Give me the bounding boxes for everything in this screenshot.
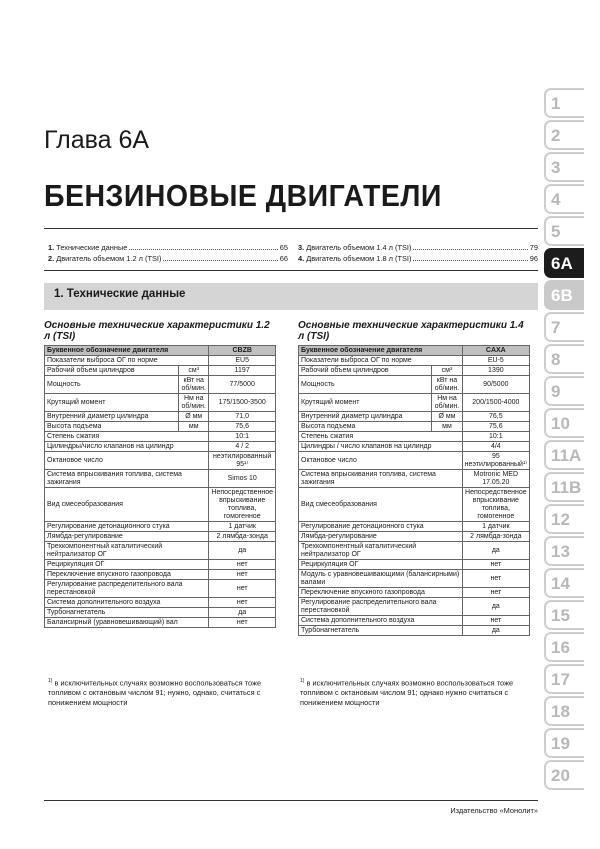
row-value: 4 / 2 <box>209 442 276 452</box>
row-label: Мощность <box>299 376 432 394</box>
table-row <box>45 470 276 488</box>
table-row <box>299 542 530 560</box>
row-value: EU-5 <box>462 356 529 366</box>
toc-right <box>298 243 538 264</box>
row-label: Регулирование детонационного стука <box>299 522 463 532</box>
row-value: 71,0 <box>209 412 276 422</box>
table-row <box>299 376 530 394</box>
table-row <box>299 532 530 542</box>
row-label: Система впрыскивания топлива, система зажигания <box>299 470 463 488</box>
table-row <box>45 366 276 376</box>
chapter-tab-0[interactable]: 1 <box>544 88 584 118</box>
row-label: Внутренний диаметр цилиндра <box>299 412 432 422</box>
engine-code: CBZB <box>209 346 276 356</box>
header-label: Буквенное обозначение двигателя <box>299 346 463 356</box>
table-row <box>299 570 530 588</box>
row-label: Лямбда-регулирование <box>45 532 209 542</box>
table-row <box>299 452 530 470</box>
chapter-tab-3[interactable]: 4 <box>544 184 584 214</box>
chapter-tab-20[interactable]: 19 <box>544 728 584 758</box>
chapter-tab-6[interactable]: 6В <box>544 280 584 310</box>
row-label: Цилиндры/число клапанов на цилиндр <box>45 442 209 452</box>
table1-title: Основные технические характеристики 1.2 л (TSI) <box>44 320 270 342</box>
chapter-tab-19[interactable]: 18 <box>544 696 584 726</box>
table-row <box>45 570 276 580</box>
row-label: Октановое число <box>45 452 209 470</box>
chapter-tab-13[interactable]: 12 <box>544 504 584 534</box>
row-value: 2 лямбда-зонда <box>462 532 529 542</box>
row-label: Турбонагнетатель <box>299 626 463 636</box>
row-value: нет <box>209 560 276 570</box>
table2-title: Основные технические характеристики 1.4 л (TSI) <box>298 320 524 342</box>
row-value: 1197 <box>209 366 276 376</box>
table-row <box>299 394 530 412</box>
chapter-tab-12[interactable]: 11В <box>544 472 584 502</box>
table-row <box>299 488 530 522</box>
table-row <box>45 376 276 394</box>
table-row <box>299 598 530 616</box>
row-value: 4/4 <box>462 442 529 452</box>
row-label: Рециркуляция ОГ <box>45 560 209 570</box>
table-row <box>299 366 530 376</box>
row-value: Motronic MED 17.05.20 <box>462 470 529 488</box>
footer-rule <box>44 800 538 801</box>
table-row <box>299 588 530 598</box>
row-label: Внутренний диаметр цилиндра <box>45 412 179 422</box>
table2-footnote: $^{1)}$ в исключительных случаях возможно воспользоваться тоже топливом с октановым числом 91; однако нужно считаться с понижением мощности <box>300 678 514 708</box>
row-value: нет <box>209 598 276 608</box>
row-value: да <box>209 608 276 618</box>
chapter-tab-1[interactable]: 2 <box>544 120 584 150</box>
table-row <box>299 522 530 532</box>
chapter-tab-21[interactable]: 20 <box>544 760 584 790</box>
toc-left <box>48 243 288 264</box>
row-label: Система дополнительного воздуха <box>45 598 209 608</box>
row-label: Октановое число <box>299 452 463 470</box>
row-label: Крутящий момент <box>45 394 179 412</box>
row-label: Показатели выброса ОГ по норме <box>299 356 463 366</box>
row-unit: мм <box>179 422 209 432</box>
row-value: Непосредственное впрыскивание топлива, гомогенное <box>462 488 529 522</box>
row-value: нет <box>462 588 529 598</box>
row-unit: см³ <box>432 366 462 376</box>
toc-entry[interactable]: 1. Технические данные 65 <box>48 243 288 252</box>
row-label: Трехкомпонентный каталитический нейтрализатор ОГ <box>299 542 463 560</box>
row-value: EU5 <box>209 356 276 366</box>
row-label: Показатели выброса ОГ по норме <box>45 356 209 366</box>
row-label: Цилиндры / число клапанов на цилиндр <box>299 442 463 452</box>
table-row <box>45 452 276 470</box>
row-value: 90/5000 <box>462 376 529 394</box>
row-value: неэтилированный 95¹⁾ <box>209 452 276 470</box>
table-header-row <box>45 346 276 356</box>
chapter-tab-2[interactable]: 3 <box>544 152 584 182</box>
row-label: Крутящий момент <box>299 394 432 412</box>
row-unit: кВт на об/мин. <box>179 376 209 394</box>
row-label: Переключение впускного газопровода <box>299 588 463 598</box>
chapter-tab-14[interactable]: 13 <box>544 536 584 566</box>
table-row <box>45 542 276 560</box>
table-row <box>45 422 276 432</box>
row-value: да <box>462 542 529 560</box>
publisher: Издательство «Монолит» <box>450 806 538 815</box>
chapter-label: Глава 6А <box>44 126 150 154</box>
row-label: Балансирный (уравновешивающий) вал <box>45 618 209 628</box>
row-label: Вид смесеобразования <box>45 488 209 522</box>
chapter-tab-15[interactable]: 14 <box>544 568 584 598</box>
table-row <box>299 560 530 570</box>
row-label: Степень сжатия <box>299 432 463 442</box>
row-unit: Ø мм <box>179 412 209 422</box>
chapter-tab-7[interactable]: 7 <box>544 312 584 342</box>
row-value: Непосредственное впрыскивание топлива, гомогенное <box>209 488 276 522</box>
toc-entry[interactable]: 4. Двигатель объемом 1.8 л (TSI) 96 <box>298 253 538 263</box>
row-value: 200/1500-4000 <box>462 394 529 412</box>
row-value: нет <box>462 570 529 588</box>
row-label: Регулирование детонационного стука <box>45 522 209 532</box>
row-value: 10:1 <box>462 432 529 442</box>
row-label: Система впрыскивания топлива, система зажигания <box>45 470 209 488</box>
row-unit: кВт на об/мин. <box>432 376 462 394</box>
table-row <box>45 598 276 608</box>
chapter-tab-16[interactable]: 15 <box>544 600 584 630</box>
row-value: 2 лямбда-зонда <box>209 532 276 542</box>
table-row <box>299 626 530 636</box>
table-row <box>299 412 530 422</box>
row-unit: Нм на об/мин. <box>179 394 209 412</box>
row-value: 10:1 <box>209 432 276 442</box>
table1-footnote: $^{1)}$ в исключительных случаях возможно воспользоваться тоже топливом с октановым числом 91; нужно, однако, считаться с понижением мощности <box>48 678 262 708</box>
row-value: нет <box>462 560 529 570</box>
table-row <box>45 580 276 598</box>
row-label: Рабочий объем цилиндров <box>45 366 179 376</box>
row-label: Трехкомпонентный каталитический нейтрализатор ОГ <box>45 542 209 560</box>
row-value: да <box>209 542 276 560</box>
spec-table-1-2 <box>44 345 276 628</box>
chapter-tab-9[interactable]: 9 <box>544 376 584 406</box>
table-row <box>45 356 276 366</box>
row-value: нет <box>209 580 276 598</box>
table-row <box>45 532 276 542</box>
row-value: 1 датчик <box>462 522 529 532</box>
row-value: 1390 <box>462 366 529 376</box>
row-label: Регулирование распределительного вала перестановкой <box>299 598 463 616</box>
row-label: Рециркуляция ОГ <box>299 560 463 570</box>
row-label: Рабочий объем цилиндров <box>299 366 432 376</box>
table-row <box>45 442 276 452</box>
chapter-tab-17[interactable]: 16 <box>544 632 584 662</box>
row-value: 175/1500-3500 <box>209 394 276 412</box>
table-row <box>299 616 530 626</box>
toc-rule <box>44 270 538 271</box>
table-row <box>45 432 276 442</box>
table-row <box>45 618 276 628</box>
toc-entry[interactable]: 2. Двигатель объемом 1.2 л (TSI) 66 <box>48 253 288 263</box>
row-value: 75,6 <box>462 422 529 432</box>
row-value: 95 неэтилированный¹⁾ <box>462 452 529 470</box>
row-label: Мощность <box>45 376 179 394</box>
row-value: нет <box>209 618 276 628</box>
chapter-tabs <box>544 88 584 792</box>
table-row <box>299 422 530 432</box>
table-row <box>45 560 276 570</box>
row-value: 1 датчик <box>209 522 276 532</box>
header-label: Буквенное обозначение двигателя <box>45 346 209 356</box>
engine-code: CAXA <box>462 346 529 356</box>
table-row <box>45 412 276 422</box>
row-unit: Нм на об/мин. <box>432 394 462 412</box>
table-row <box>299 442 530 452</box>
chapter-tab-11[interactable]: 11А <box>544 440 584 470</box>
chapter-tab-8[interactable]: 8 <box>544 344 584 374</box>
table-row <box>45 608 276 618</box>
chapter-tab-10[interactable]: 10 <box>544 408 584 438</box>
table-row <box>45 522 276 532</box>
row-label: Степень сжатия <box>45 432 209 442</box>
row-value: да <box>462 598 529 616</box>
row-value: Simos 10 <box>209 470 276 488</box>
toc-entry[interactable]: 3. Двигатель объемом 1.4 л (TSI) 79 <box>298 243 538 252</box>
title-rule <box>44 228 538 229</box>
table-header-row <box>299 346 530 356</box>
chapter-tab-5[interactable]: 6А <box>544 248 584 278</box>
row-label: Вид смесеобразования <box>299 488 463 522</box>
chapter-tab-4[interactable]: 5 <box>544 216 584 246</box>
row-value: да <box>462 626 529 636</box>
row-value: 77/5000 <box>209 376 276 394</box>
table-row <box>45 394 276 412</box>
row-unit: Ø мм <box>432 412 462 422</box>
row-value: 76,5 <box>462 412 529 422</box>
row-value: 75,6 <box>209 422 276 432</box>
section-header: 1. Технические данные <box>44 283 538 310</box>
row-label: Переключение впускного газопровода <box>45 570 209 580</box>
chapter-tab-18[interactable]: 17 <box>544 664 584 694</box>
row-label: Высота подъема <box>299 422 432 432</box>
table-row <box>299 470 530 488</box>
page-title: БЕНЗИНОВЫЕ ДВИГАТЕЛИ <box>44 178 442 213</box>
row-label: Лямбда-регулирование <box>299 532 463 542</box>
table-row <box>299 432 530 442</box>
row-label: Регулирование распределительного вала перестановкой <box>45 580 209 598</box>
row-unit: мм <box>432 422 462 432</box>
row-unit: см³ <box>179 366 209 376</box>
spec-table-1-4 <box>298 345 530 636</box>
table-row <box>45 488 276 522</box>
row-label: Система дополнительного воздуха <box>299 616 463 626</box>
row-value: нет <box>462 616 529 626</box>
row-value: нет <box>209 570 276 580</box>
row-label: Модуль с уравновешивающими (балансирными) валами <box>299 570 463 588</box>
row-label: Турбонагнетатель <box>45 608 209 618</box>
row-label: Высота подъема <box>45 422 179 432</box>
table-row <box>299 356 530 366</box>
